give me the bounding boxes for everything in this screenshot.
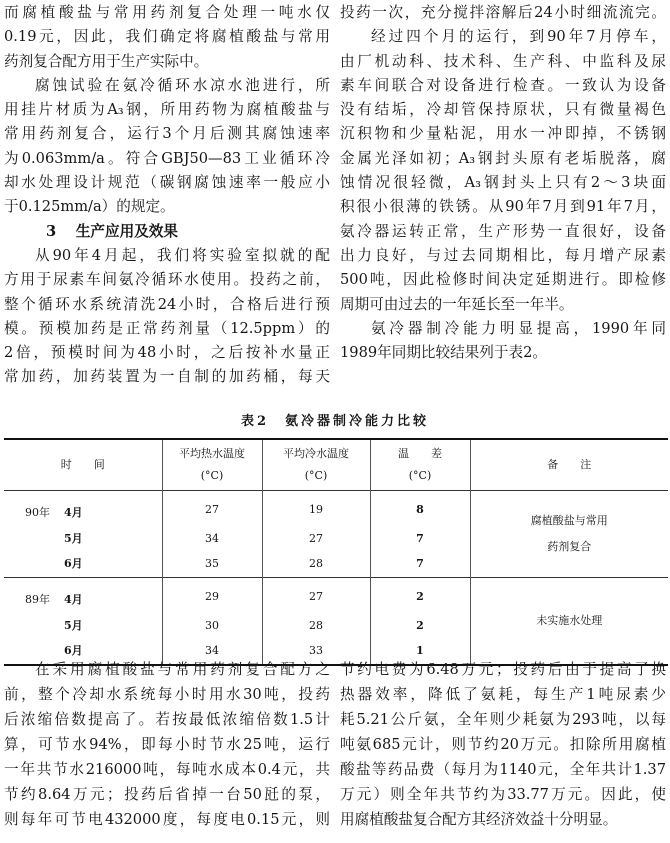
text-line: 没有结垢，冷却管保持原状，只有微量褐色: [340, 101, 666, 119]
text-line: 而腐植酸盐与常用药剂复合处理一吨水仅: [4, 4, 330, 21]
table-title: 表2 氨冷器制冷能力比较: [240, 414, 430, 429]
text-line: 从90年4月起，我们将实验室拟就的配: [35, 246, 330, 264]
text-line: 素车间联合对设备进行检查。一致认为设备: [340, 76, 666, 94]
cold-water-temp: 27: [262, 527, 370, 549]
year: 90年: [25, 506, 50, 519]
top-left-column: [4, 1, 330, 390]
text-line: 蚀情况很轻微，A₃钢封头上只有2～3块面: [340, 174, 666, 192]
temp-diff: 8: [370, 491, 470, 528]
text-line: 500吨，因此检修时间决定延期进行。即检修: [340, 271, 666, 289]
top-right-column: [340, 1, 666, 365]
text-line: 0.19元，因此，我们确定将腐植酸盐与常用: [4, 28, 330, 46]
time-cell: [4, 491, 162, 528]
text-line: 后浓缩倍数提高了。若按最低浓缩倍数1.5计: [4, 711, 330, 728]
time-cell: [4, 578, 162, 615]
time-cell: [4, 549, 162, 578]
header-time: 时 间: [60, 458, 105, 471]
text-line: 酸盐等药品费（每月为1140元，全年共计1.37: [340, 761, 666, 778]
month: 5月: [64, 532, 83, 545]
temp-diff: 7: [370, 527, 470, 549]
temp-diff: 1: [370, 636, 470, 665]
text-line: 为0.063mm/a。符合GBJ50—83工业循环冷: [4, 149, 330, 167]
month: 5月: [64, 619, 83, 632]
temp-diff: 2: [370, 614, 470, 636]
header-cold-water: 平均冷水温度 (°C): [262, 439, 370, 491]
text-line: 热器效率，降低了氨耗，每生产1吨尿素少: [340, 686, 666, 703]
text-line: 却水处理设计规范（碳钢腐蚀速率一般应小: [4, 174, 330, 192]
table-row: [4, 578, 668, 615]
section-heading: 3 生产应用及效果: [46, 222, 178, 240]
text-line: 经过四个月的运行，到90年7月停车，: [371, 28, 666, 46]
hot-water-temp: 35: [162, 549, 262, 578]
cold-water-temp: 28: [262, 549, 370, 578]
text-line: 周期可由过去的一年延长至一年半。: [340, 295, 574, 313]
time-cell: [4, 527, 162, 549]
note-cell: [470, 578, 668, 666]
month: 6月: [64, 557, 83, 570]
time-cell: [4, 614, 162, 636]
text-line: 由厂机动科、技术科、生产科、中监科及尿: [340, 52, 666, 70]
text-line: 1989年同期比较结果列于表2。: [340, 344, 547, 362]
text-line: 于0.125mm/a）的规定。: [4, 198, 175, 216]
text-line: 万元）则全年共节约为33.77万元。因此，使: [340, 786, 666, 803]
note-line: 腐植酸盐与常用: [530, 514, 608, 527]
text-line: 算，可节水94%，即每小时节水25吨，运行: [4, 736, 330, 753]
text-line: 吨氨685元计，则节约20万元。扣除所用腐植: [340, 736, 666, 753]
header-notes: 备 注: [470, 439, 668, 491]
table-row: [4, 491, 668, 528]
text-line: 腐蚀试验在氨冷循环水凉水池进行，所: [35, 76, 330, 94]
text-line: 2倍，预模时间为48小时，之后按补水量正: [4, 344, 330, 362]
month: 4月: [64, 593, 83, 606]
temp-diff: 2: [370, 578, 470, 615]
header-temp-diff: 温 差 (°C): [370, 439, 470, 491]
cold-water-temp: 33: [262, 636, 370, 665]
bottom-right-column: [340, 657, 666, 832]
hot-water-temp: 29: [162, 578, 262, 615]
text-line: 节约电费为6.48万元；投药后由于提高了换: [340, 661, 666, 678]
cold-water-temp: 28: [262, 614, 370, 636]
text-line: 用挂片材质为A₃钢，所用药物为腐植酸盐与: [4, 101, 330, 119]
hot-water-temp: 34: [162, 527, 262, 549]
text-line: 氨冷器运转正常，生产形势一直很好，设备: [340, 222, 666, 240]
text-line: 节约8.64万元；投药后省掉一台50瓩的泵，: [4, 786, 330, 803]
text-line: 常加药，加药装置为一自制的加药桶，每天: [4, 368, 330, 386]
text-line: 前，整个冷却水系统每小时用水30吨，投药: [4, 686, 330, 703]
text-line: 沉积物和少量粘泥，用水一冲即掉，不锈钢: [340, 125, 666, 143]
text-line: 用腐植酸盐复合配方其经济效益十分明显。: [340, 811, 618, 828]
note-line: 未实施水处理: [536, 614, 603, 627]
table-header-row: [4, 439, 668, 491]
temp-diff: 7: [370, 549, 470, 578]
month: 6月: [64, 644, 83, 657]
text-line: 耗5.21公斤氨，全年则少耗氨为293吨，以每: [340, 711, 666, 728]
text-line: 常用药剂复合，运行3个月后测其腐蚀速率: [4, 125, 330, 143]
text-line: 一年共节水216000吨，每吨水成本0.4元，共: [4, 761, 330, 778]
note-line: 药剂复合: [547, 540, 592, 553]
text-line: 积很小很薄的铁锈。从90年7月到91年7月，: [340, 198, 666, 216]
text-line: 在采用腐植酸盐与常用药剂复合配方之: [35, 661, 330, 678]
hot-water-temp: 30: [162, 614, 262, 636]
cold-water-temp: 27: [262, 578, 370, 615]
text-line: 氨冷器制冷能力明显提高，1990年同: [371, 319, 666, 337]
text-line: 金属光泽如初；A₃钢封头原有老垢脱落，腐: [340, 149, 666, 167]
text-line: 药剂复合配方用于生产实际中。: [4, 52, 209, 70]
text-line: 模。预模加药是正常药剂量（12.5ppm）的: [4, 319, 330, 337]
text-line: 投药一次，充分搅拌溶解后24小时细流流完。: [340, 4, 666, 21]
cold-water-temp: 19: [262, 491, 370, 528]
note-cell: [470, 491, 668, 578]
text-line: 整个循环水系统清洗24小时，合格后进行预: [4, 295, 330, 313]
year: 89年: [25, 593, 50, 606]
header-hot-water: 平均热水温度 (°C): [162, 439, 262, 491]
comparison-table: [4, 438, 668, 666]
text-line: 方用于尿素车间氨冷循环水使用。投药之前，: [4, 271, 330, 289]
hot-water-temp: 34: [162, 636, 262, 665]
text-line: 则每年可节电432000度，每度电0.15元，则: [4, 811, 330, 828]
bottom-left-column: [4, 657, 330, 832]
month: 4月: [64, 506, 83, 519]
text-line: 出力良好，与过去同期相比，每月增产尿素: [340, 246, 666, 264]
hot-water-temp: 27: [162, 491, 262, 528]
